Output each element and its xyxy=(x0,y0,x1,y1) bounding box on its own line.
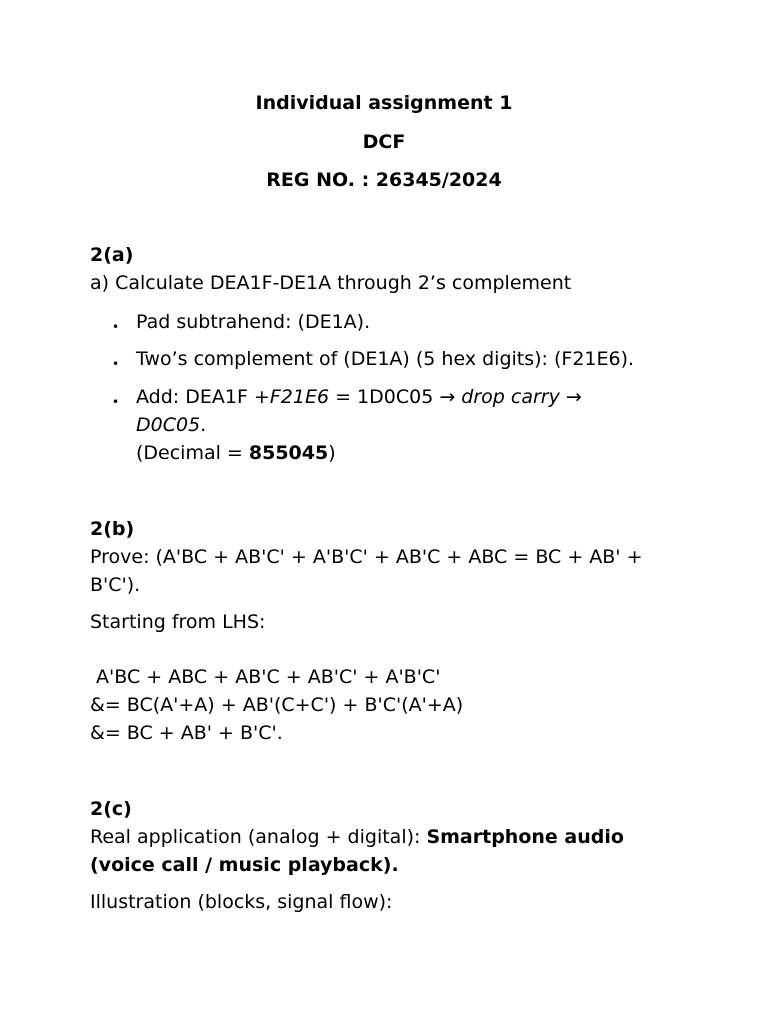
section-2c-application-line-2: (voice call / music playback). xyxy=(90,854,399,876)
add-prefix: Add: DEA1F + xyxy=(136,386,270,408)
decimal-result-line xyxy=(136,442,336,464)
section-2b-prove-line-2: B'C'). xyxy=(90,574,141,596)
section-2b-heading: 2(b) xyxy=(90,518,135,540)
proof-step-1: A'BC + ABC + AB'C + AB'C' + A'B'C' xyxy=(90,666,441,688)
proof-step-3: &= BC + AB' + B'C'. xyxy=(90,722,283,744)
section-2a-question: a) Calculate DEA1F-DE1A through 2’s complement xyxy=(90,272,572,294)
bullet-icon: • xyxy=(112,357,120,371)
application-bold-1: Smartphone audio xyxy=(426,826,624,848)
decimal-value: 855045 xyxy=(248,442,329,464)
add-italic-term: F21E6 xyxy=(269,386,330,408)
bullet-item-twos-complement: Two’s complement of (DE1A) (5 hex digits): (F21E6). xyxy=(136,348,635,370)
section-2b-prove-line-1: Prove: (A'BC + AB'C' + A'B'C' + AB'C + ABC = BC + AB' + xyxy=(90,546,643,568)
section-2c-illustration: Illustration (blocks, signal flow): xyxy=(90,891,393,913)
bullet-item-pad-subtrahend: Pad subtrahend: (DE1A). xyxy=(136,311,371,333)
bullet-icon: • xyxy=(112,395,120,409)
bullet-icon: • xyxy=(112,320,120,334)
add-middle: = 1D0C05 → xyxy=(329,386,462,408)
decimal-prefix: (Decimal = xyxy=(136,442,249,464)
add-result-end: . xyxy=(200,414,207,436)
decimal-suffix: ) xyxy=(328,442,336,464)
registration-number: REG NO. : 26345/2024 xyxy=(266,169,502,191)
bullet-item-add xyxy=(136,386,582,408)
course-code: DCF xyxy=(362,131,406,153)
section-2a-heading: 2(a) xyxy=(90,244,134,266)
section-2b-starting: Starting from LHS: xyxy=(90,611,266,633)
add-result-value: D0C05 xyxy=(136,414,201,436)
document-title: Individual assignment 1 xyxy=(255,92,513,114)
add-italic-tail: drop carry → xyxy=(461,386,582,408)
application-prefix: Real application (analog + digital): xyxy=(90,826,427,848)
proof-step-2: &= BC(A'+A) + AB'(C+C') + B'C'(A'+A) xyxy=(90,694,464,716)
add-result-line xyxy=(136,414,206,436)
section-2c-application-line-1 xyxy=(90,826,624,848)
section-2c-heading: 2(c) xyxy=(90,798,132,820)
